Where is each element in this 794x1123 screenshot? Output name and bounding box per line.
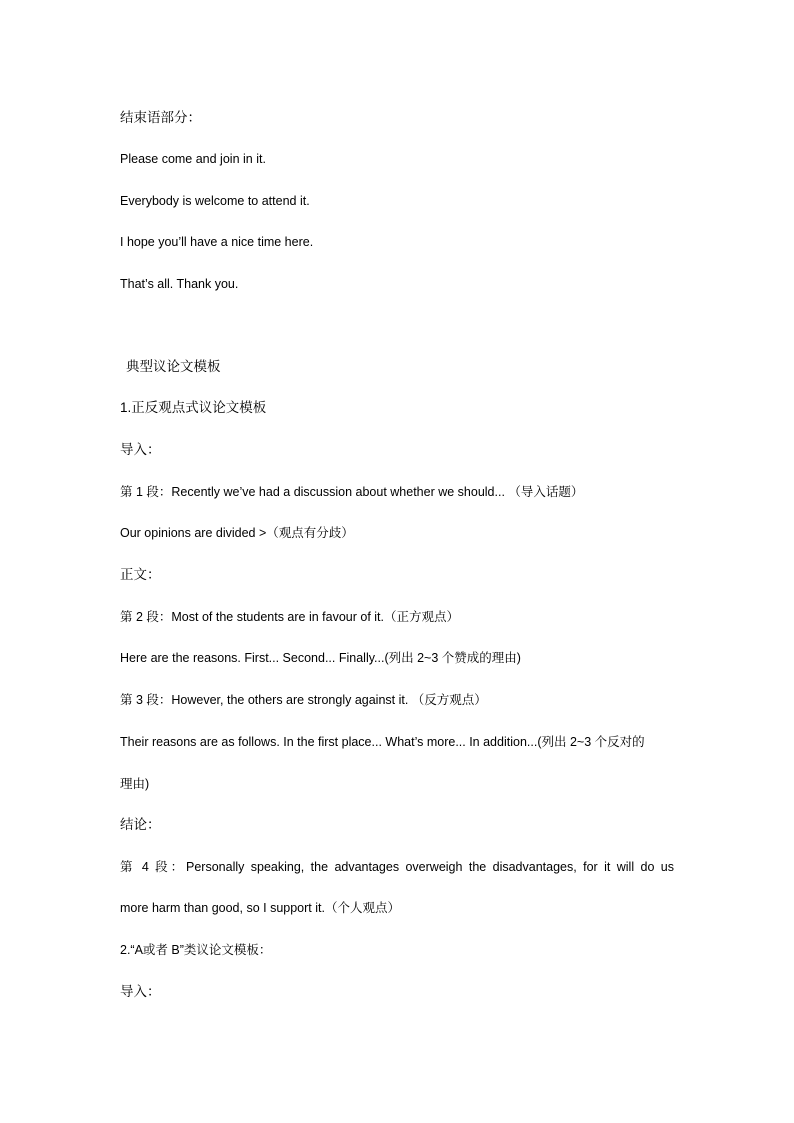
paragraph-1: 第 1 段：Recently we’ve had a discussion about whether we should... （导入话题） [120,485,584,499]
paragraph-3-detail: Their reasons are as follows. In the first place... What’s more... In addition...(列出 2~3 个反对的 [120,735,645,749]
closing-line: Please come and join in it. [120,152,266,166]
body-label: 正文： [120,567,161,582]
paragraph-4-cont: more harm than good, so I support it.（个人观点） [120,901,400,915]
paragraph-3: 第 3 段：However, the others are strongly against it. （反方观点） [120,693,487,707]
closing-heading: 结束语部分： [120,110,201,125]
section1-title: 1.正反观点式议论文模板 [120,400,267,415]
closing-line: I hope you’ll have a nice time here. [120,235,314,249]
section2-title: 2.“A或者 B”类议论文模板： [120,943,272,957]
closing-line: That’s all. Thank you. [120,277,239,291]
paragraph-3-detail-cont: 理由) [120,777,150,791]
templates-title: 典型议论文模板 [126,359,221,374]
intro-label: 导入： [120,442,161,457]
paragraph-1-detail: Our opinions are divided >（观点有分歧） [120,526,354,540]
closing-line: Everybody is welcome to attend it. [120,194,310,208]
conclusion-label: 结论： [120,817,161,832]
paragraph-4: 第 4 段：Personally speaking, the advantages overweigh the disadvantages, for it will do us [120,860,674,874]
paragraph-2-detail: Here are the reasons. First... Second... Finally...(列出 2~3 个赞成的理由) [120,651,521,665]
section2-intro-label: 导入： [120,984,161,999]
paragraph-2: 第 2 段：Most of the students are in favour of it.（正方观点） [120,610,460,624]
